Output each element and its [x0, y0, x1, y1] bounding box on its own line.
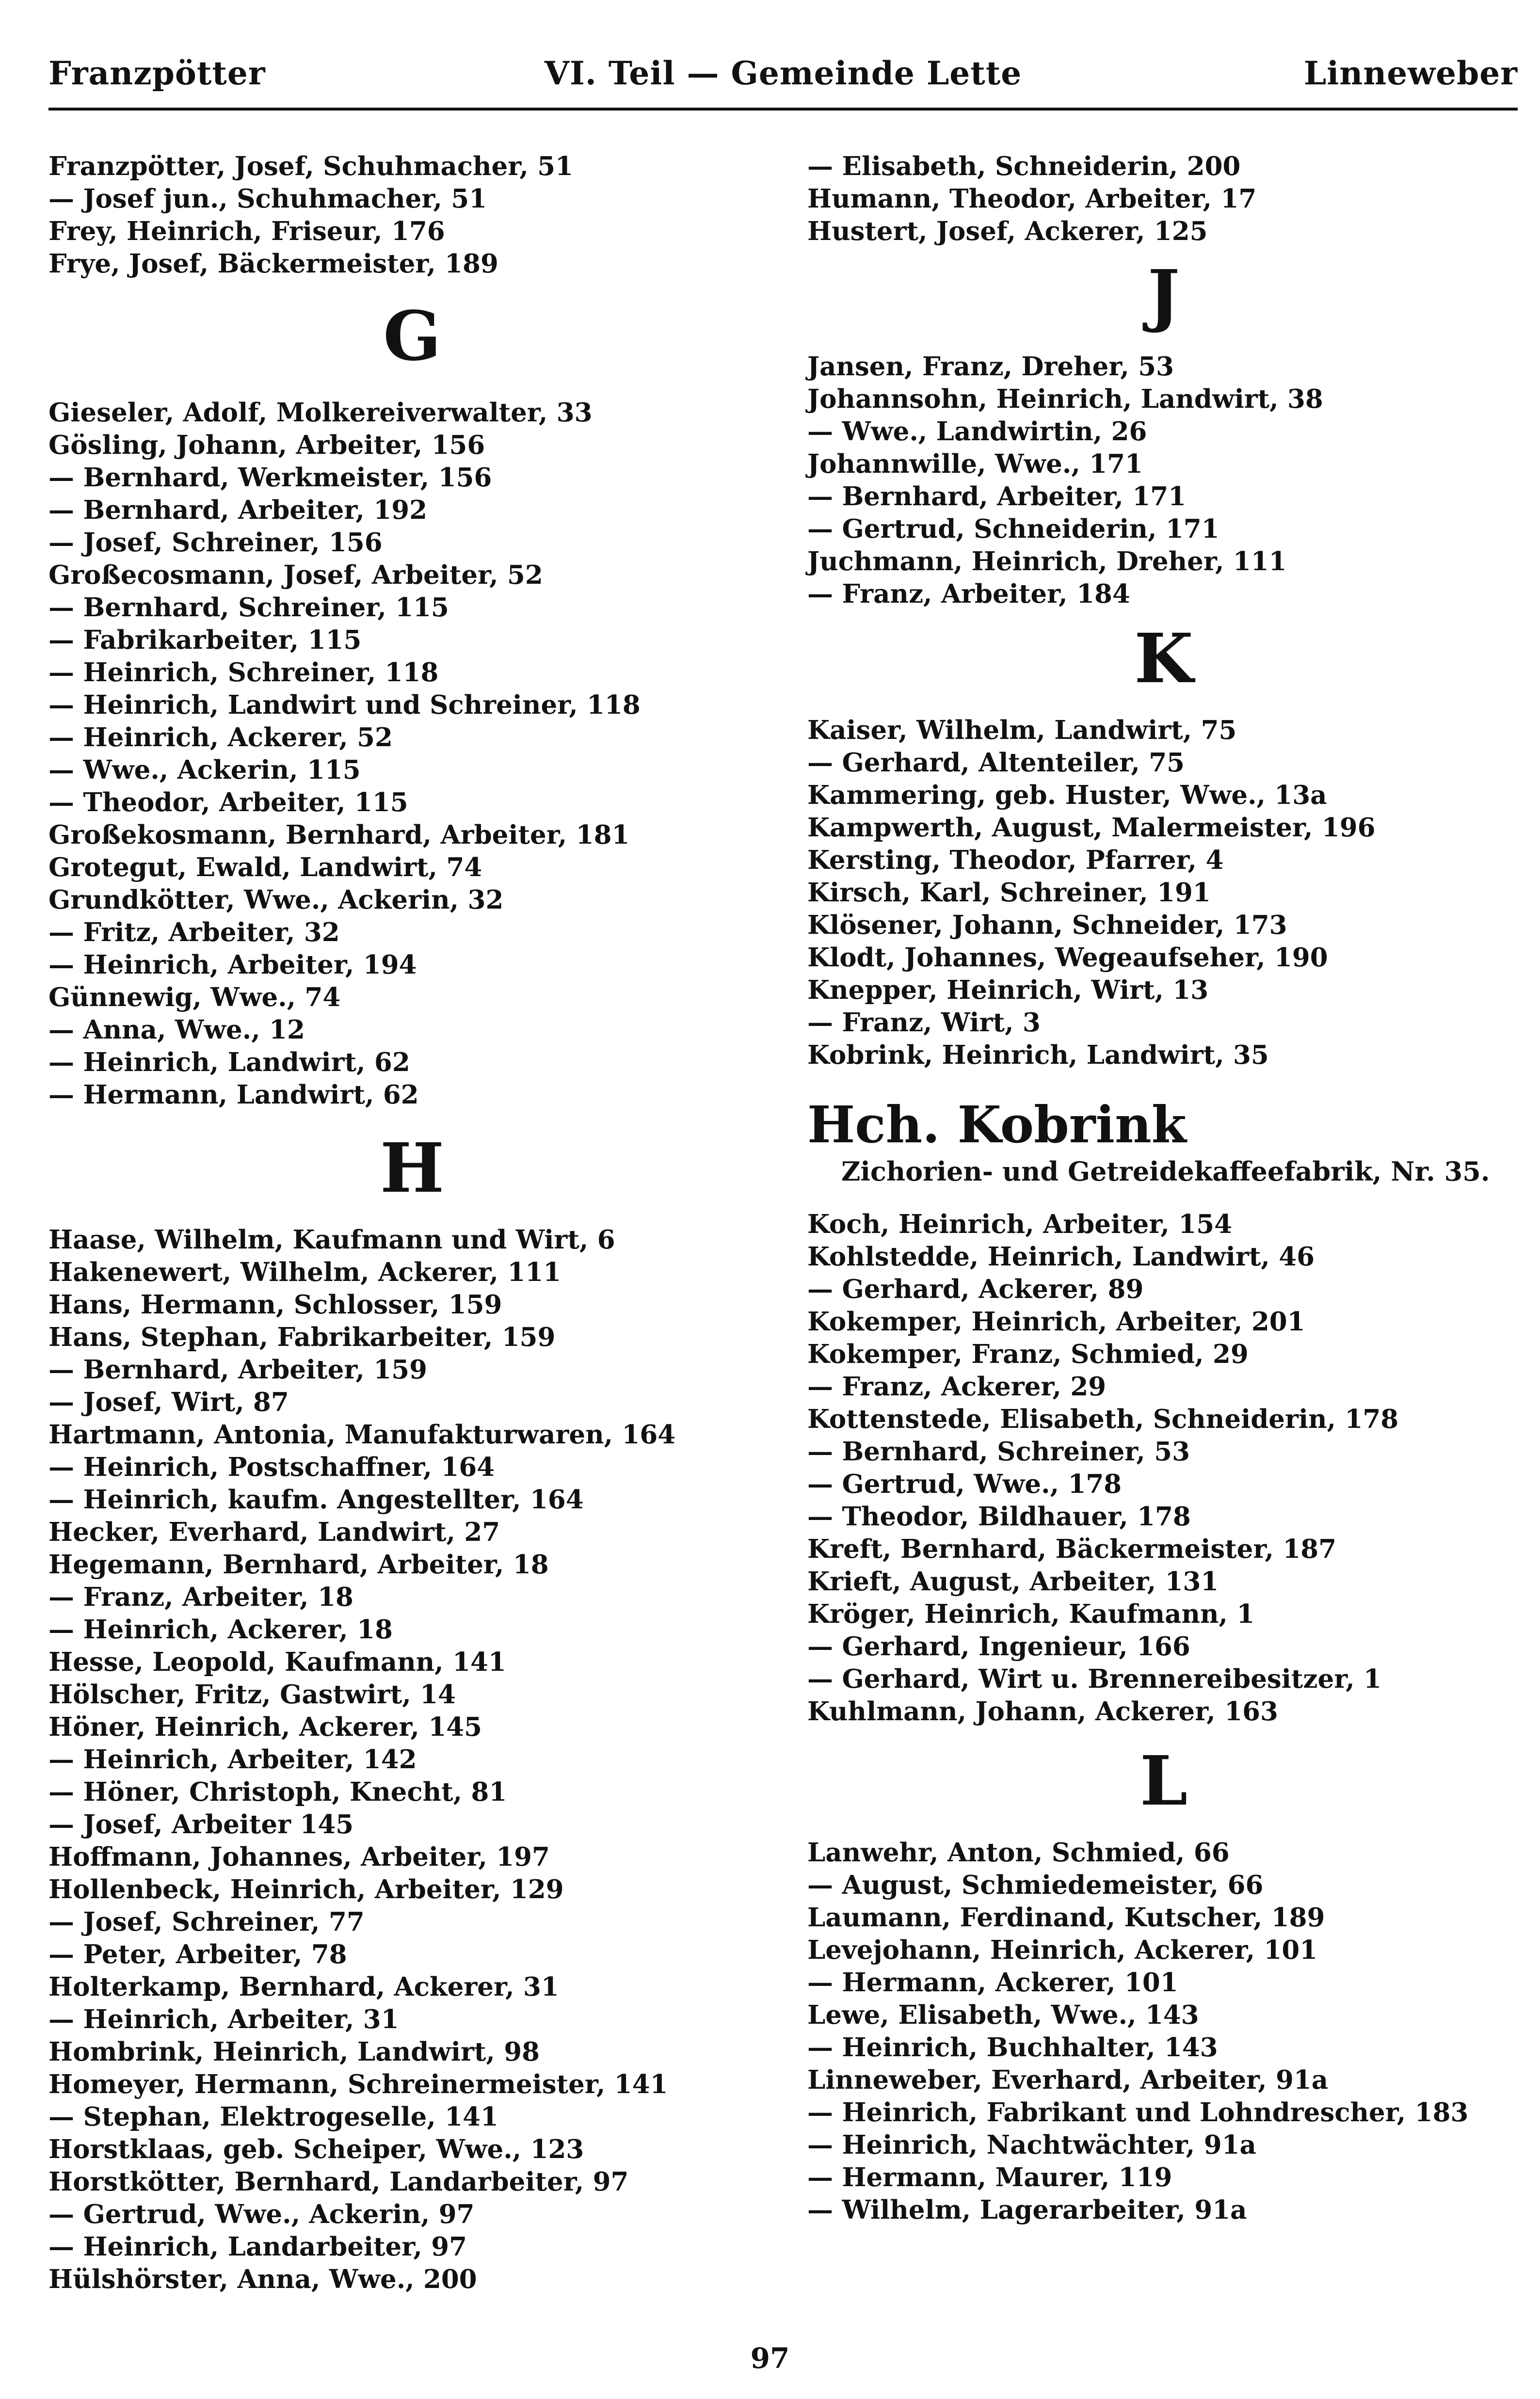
directory-entry: — Gerhard, Altenteiler, 75 — [807, 748, 1185, 778]
directory-entry: — Hermann, Landwirt, 62 — [48, 1080, 419, 1110]
directory-entry: — Josef, Schreiner, 77 — [48, 1907, 365, 1937]
directory-entry: Hülshörster, Anna, Wwe., 200 — [48, 2264, 477, 2294]
directory-entry: — Bernhard, Schreiner, 53 — [807, 1437, 1190, 1467]
ad-subtitle: Zichorien- und Getreidekaffeefabrik, Nr. 35. — [841, 1156, 1490, 1187]
directory-entry: — Heinrich, Buchhalter, 143 — [807, 2032, 1218, 2063]
directory-entry: Koch, Heinrich, Arbeiter, 154 — [807, 1209, 1232, 1239]
directory-entry: Hesse, Leopold, Kaufmann, 141 — [48, 1647, 506, 1677]
directory-entry: Kohlstedde, Heinrich, Landwirt, 46 — [807, 1242, 1315, 1272]
directory-entry: — Josef, Arbeiter 145 — [48, 1809, 354, 1839]
entries-k-b — [807, 1208, 1520, 1728]
entries-k-a — [807, 714, 1520, 1072]
directory-entry: Holterkamp, Bernhard, Ackerer, 31 — [48, 1972, 559, 2002]
directory-entry: Johannwille, Wwe., 171 — [807, 449, 1143, 479]
directory-entry: Klösener, Johann, Schneider, 173 — [807, 910, 1287, 940]
directory-entry: — Heinrich, Schreiner, 118 — [48, 657, 439, 688]
directory-entry: — Bernhard, Schreiner, 115 — [48, 592, 449, 623]
directory-entry: — Bernhard, Arbeiter, 192 — [48, 495, 427, 525]
directory-entry: Laumann, Ferdinand, Kutscher, 189 — [807, 1903, 1325, 1933]
directory-entry: Klodt, Johannes, Wegeaufseher, 190 — [807, 943, 1328, 973]
directory-entry: — Gerhard, Ackerer, 89 — [807, 1274, 1144, 1304]
directory-entry: Linneweber, Everhard, Arbeiter, 91a — [807, 2065, 1329, 2095]
directory-entry: Kröger, Heinrich, Kaufmann, 1 — [807, 1599, 1255, 1629]
section-letter-l: L — [1139, 1742, 1188, 1821]
directory-entry: Großekosmann, Bernhard, Arbeiter, 181 — [48, 820, 630, 850]
entries-j — [807, 351, 1520, 610]
directory-entry: — Peter, Arbeiter, 78 — [48, 1939, 347, 1969]
directory-entry: Gieseler, Adolf, Molkereiverwalter, 33 — [48, 398, 593, 428]
entries-l — [807, 1837, 1520, 2226]
directory-entry: — Theodor, Bildhauer, 178 — [807, 1502, 1191, 1532]
directory-entry: — Heinrich, Nachtwächter, 91a — [807, 2130, 1256, 2160]
directory-entry: Günnewig, Wwe., 74 — [48, 982, 341, 1012]
section-letter-j: J — [1147, 256, 1180, 335]
directory-entry: — Anna, Wwe., 12 — [48, 1015, 305, 1045]
directory-entry: Kuhlmann, Johann, Ackerer, 163 — [807, 1696, 1278, 1727]
directory-entry: Lewe, Elisabeth, Wwe., 143 — [807, 2000, 1199, 2030]
directory-entry: Lanwehr, Anton, Schmied, 66 — [807, 1838, 1230, 1868]
directory-entry: Kampwerth, August, Malermeister, 196 — [807, 813, 1376, 843]
directory-entry: Gösling, Johann, Arbeiter, 156 — [48, 430, 485, 460]
entries-f — [48, 150, 776, 280]
entries-h — [48, 1224, 776, 2296]
directory-entry: Höner, Heinrich, Ackerer, 145 — [48, 1712, 482, 1742]
right-column — [807, 150, 1520, 2226]
directory-entry: — Heinrich, Landwirt und Schreiner, 118 — [48, 690, 641, 720]
directory-entry: — Heinrich, kaufm. Angestellter, 164 — [48, 1485, 584, 1515]
directory-entry: — Gertrud, Schneiderin, 171 — [807, 514, 1219, 544]
directory-entry: — Gerhard, Wirt u. Brennereibesitzer, 1 — [807, 1664, 1382, 1694]
directory-entry: Juchmann, Heinrich, Dreher, 111 — [807, 546, 1287, 576]
directory-entry: — Heinrich, Ackerer, 52 — [48, 722, 393, 752]
entries-g — [48, 397, 776, 1111]
left-column — [48, 150, 776, 2296]
directory-entry: Frey, Heinrich, Friseur, 176 — [48, 216, 445, 246]
directory-entry: — Wilhelm, Lagerarbeiter, 91a — [807, 2195, 1247, 2225]
directory-entry: Hölscher, Fritz, Gastwirt, 14 — [48, 1679, 456, 1710]
directory-entry: Großecosmann, Josef, Arbeiter, 52 — [48, 560, 543, 590]
directory-entry: — Fritz, Arbeiter, 32 — [48, 917, 340, 947]
entries-h-continued — [807, 150, 1520, 248]
section-letter-k: K — [1134, 619, 1193, 699]
directory-entry: Knepper, Heinrich, Wirt, 13 — [807, 975, 1209, 1005]
directory-entry: Hoffmann, Johannes, Arbeiter, 197 — [48, 1842, 550, 1872]
directory-entry: — Heinrich, Postschaffner, 164 — [48, 1452, 495, 1482]
section-letter-h: H — [380, 1129, 445, 1208]
page-number: 97 — [750, 2342, 790, 2375]
directory-entry: Humann, Theodor, Arbeiter, 17 — [807, 184, 1257, 214]
directory-entry: Jansen, Franz, Dreher, 53 — [807, 352, 1174, 382]
directory-entry: — Franz, Arbeiter, 184 — [807, 579, 1130, 609]
directory-entry: — Wwe., Landwirtin, 26 — [807, 416, 1147, 447]
directory-entry: — Elisabeth, Schneiderin, 200 — [807, 151, 1241, 181]
directory-entry: Hustert, Josef, Ackerer, 125 — [807, 216, 1208, 246]
directory-entry: Grundkötter, Wwe., Ackerin, 32 — [48, 885, 504, 915]
directory-entry: — Josef, Schreiner, 156 — [48, 528, 383, 558]
directory-entry: — Hermann, Maurer, 119 — [807, 2162, 1172, 2192]
directory-entry: — Heinrich, Arbeiter, 142 — [48, 1744, 417, 1775]
directory-entry: Hakenewert, Wilhelm, Ackerer, 111 — [48, 1257, 561, 1287]
directory-entry: Homeyer, Hermann, Schreinermeister, 141 — [48, 2069, 668, 2099]
directory-entry: — Gerhard, Ingenieur, 166 — [807, 1631, 1190, 1662]
directory-entry: Hegemann, Bernhard, Arbeiter, 18 — [48, 1550, 549, 1580]
running-head-right: Linneweber — [1303, 54, 1518, 92]
directory-entry: — Josef jun., Schuhmacher, 51 — [48, 184, 487, 214]
directory-entry: — Fabrikarbeiter, 115 — [48, 625, 362, 655]
directory-entry: Hans, Stephan, Fabrikarbeiter, 159 — [48, 1322, 556, 1352]
directory-entry: — Josef, Wirt, 87 — [48, 1387, 289, 1417]
directory-entry: — Heinrich, Arbeiter, 31 — [48, 2004, 399, 2034]
directory-entry: — Wwe., Ackerin, 115 — [48, 755, 361, 785]
directory-entry: Frye, Josef, Bäckermeister, 189 — [48, 249, 498, 279]
directory-entry: Hollenbeck, Heinrich, Arbeiter, 129 — [48, 1874, 564, 1904]
directory-entry: Krieft, August, Arbeiter, 131 — [807, 1567, 1219, 1597]
directory-entry: — Bernhard, Arbeiter, 159 — [48, 1355, 427, 1385]
directory-entry: — Heinrich, Fabrikant und Lohndrescher, 183 — [807, 2097, 1469, 2127]
directory-entry: — Heinrich, Arbeiter, 194 — [48, 950, 417, 980]
directory-entry: Haase, Wilhelm, Kaufmann und Wirt, 6 — [48, 1225, 615, 1255]
directory-entry: — Heinrich, Landarbeiter, 97 — [48, 2232, 467, 2262]
directory-entry: Kobrink, Heinrich, Landwirt, 35 — [807, 1040, 1269, 1070]
directory-entry: — Heinrich, Ackerer, 18 — [48, 1615, 393, 1645]
directory-entry: Levejohann, Heinrich, Ackerer, 101 — [807, 1935, 1318, 1965]
directory-entry: — Bernhard, Werkmeister, 156 — [48, 463, 492, 493]
directory-entry: Kammering, geb. Huster, Wwe., 13a — [807, 780, 1327, 810]
directory-entry: Horstklaas, geb. Scheiper, Wwe., 123 — [48, 2134, 584, 2164]
directory-entry: Kokemper, Heinrich, Arbeiter, 201 — [807, 1307, 1305, 1337]
directory-entry: Kreft, Bernhard, Bäckermeister, 187 — [807, 1534, 1336, 1564]
directory-entry: Kirsch, Karl, Schreiner, 191 — [807, 878, 1211, 908]
directory-entry: — Franz, Arbeiter, 18 — [48, 1582, 353, 1612]
ad-title: Hch. Kobrink — [807, 1095, 1187, 1154]
running-head-left: Franzpötter — [48, 54, 266, 92]
directory-entry: — Franz, Wirt, 3 — [807, 1008, 1041, 1038]
running-head-center: VI. Teil — Gemeinde Lette — [544, 54, 1022, 92]
directory-entry: — Gertrud, Wwe., Ackerin, 97 — [48, 2199, 475, 2229]
directory-entry: — Franz, Ackerer, 29 — [807, 1372, 1107, 1402]
directory-entry: — Hermann, Ackerer, 101 — [807, 1967, 1178, 1998]
directory-entry: — Bernhard, Arbeiter, 171 — [807, 481, 1186, 512]
directory-entry: Kottenstede, Elisabeth, Schneiderin, 178 — [807, 1404, 1399, 1434]
directory-entry: — Heinrich, Landwirt, 62 — [48, 1047, 410, 1077]
section-letter-g: G — [383, 297, 441, 376]
directory-entry: — Höner, Christoph, Knecht, 81 — [48, 1777, 507, 1807]
directory-entry: Hans, Hermann, Schlosser, 159 — [48, 1290, 502, 1320]
directory-entry: Johannsohn, Heinrich, Landwirt, 38 — [807, 384, 1323, 414]
directory-entry: — Gertrud, Wwe., 178 — [807, 1469, 1122, 1499]
running-head — [48, 54, 1518, 111]
directory-entry: Franzpötter, Josef, Schuhmacher, 51 — [48, 151, 573, 181]
directory-entry: Kersting, Theodor, Pfarrer, 4 — [807, 845, 1224, 875]
directory-entry: Kaiser, Wilhelm, Landwirt, 75 — [807, 715, 1237, 745]
directory-entry: Horstkötter, Bernhard, Landarbeiter, 97 — [48, 2167, 629, 2197]
directory-entry: Grotegut, Ewald, Landwirt, 74 — [48, 852, 482, 882]
directory-entry: — Stephan, Elektrogeselle, 141 — [48, 2102, 498, 2132]
directory-entry: Hecker, Everhard, Landwirt, 27 — [48, 1517, 500, 1547]
advertisement — [807, 1096, 1520, 1189]
directory-entry: — August, Schmiedemeister, 66 — [807, 1870, 1264, 1900]
directory-entry: Hombrink, Heinrich, Landwirt, 98 — [48, 2037, 540, 2067]
directory-entry: — Theodor, Arbeiter, 115 — [48, 787, 408, 817]
directory-entry: Hartmann, Antonia, Manufakturwaren, 164 — [48, 1420, 676, 1450]
directory-entry: Kokemper, Franz, Schmied, 29 — [807, 1339, 1249, 1369]
